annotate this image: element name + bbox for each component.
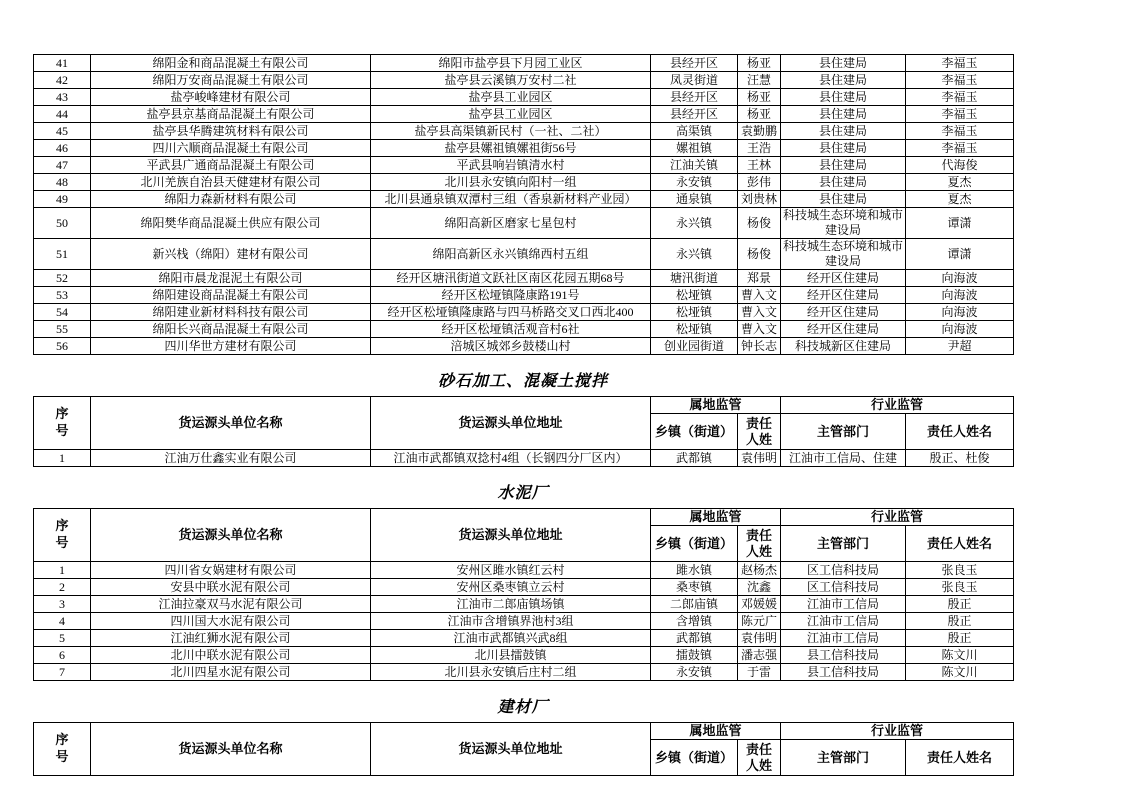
cell-address: 江油市武都镇兴武8组 (371, 630, 651, 647)
cell-township: 创业园街道 (651, 338, 738, 355)
col-header-address: 货运源头单位地址 (371, 723, 651, 776)
cell-address: 绵阳高新区磨家七星包村 (371, 208, 651, 239)
sand-gravel-table-header (34, 397, 1014, 450)
cell-seq: 6 (34, 647, 91, 664)
col-header-local-supervision: 属地监管 (651, 397, 781, 414)
cell-person: 于雷 (738, 664, 781, 681)
cell-township: 永安镇 (651, 174, 738, 191)
cell-person: 陈元广 (738, 613, 781, 630)
table-row (34, 596, 1014, 613)
cell-person: 郑景 (738, 270, 781, 287)
table-row (34, 450, 1014, 467)
cell-person2: 殷正 (906, 596, 1014, 613)
cell-address: 江油市二郎庙镇场镇 (371, 596, 651, 613)
cell-seq: 49 (34, 191, 91, 208)
cell-person: 王浩 (738, 140, 781, 157)
cell-person: 沈鑫 (738, 579, 781, 596)
cell-name: 盐亭峻峰建材有限公司 (91, 89, 371, 106)
cell-seq: 41 (34, 55, 91, 72)
cell-address: 江油市含增镇界池村3组 (371, 613, 651, 630)
concrete-continuation-table (33, 54, 1014, 355)
cell-township: 武都镇 (651, 630, 738, 647)
cell-person: 杨俊 (738, 239, 781, 270)
table-row (34, 140, 1014, 157)
cell-name: 江油拉豪双马水泥有限公司 (91, 596, 371, 613)
cell-dept: 江油市工信局、住建 (781, 450, 906, 467)
cell-person2: 代海俊 (906, 157, 1014, 174)
cell-person: 刘贵林 (738, 191, 781, 208)
cell-name: 盐亭县华腾建筑材料有限公司 (91, 123, 371, 140)
col-header-local-supervision: 属地监管 (651, 509, 781, 526)
cell-seq: 51 (34, 239, 91, 270)
cell-address: 经开区松垭镇隆康路191号 (371, 287, 651, 304)
cell-seq: 1 (34, 450, 91, 467)
col-header-industry-supervision: 行业监管 (781, 509, 1014, 526)
cell-township: 松垭镇 (651, 287, 738, 304)
cell-seq: 54 (34, 304, 91, 321)
building-material-table (33, 722, 1014, 776)
cell-dept: 县住建局 (781, 106, 906, 123)
col-header-township: 乡镇（街道） (651, 414, 738, 450)
cell-seq: 1 (34, 562, 91, 579)
concrete-table-body (34, 55, 1014, 355)
table-row (34, 664, 1014, 681)
col-header-name: 货运源头单位名称 (91, 723, 371, 776)
cell-dept: 县工信科技局 (781, 664, 906, 681)
table-row (34, 321, 1014, 338)
cell-address: 北川县擂鼓镇 (371, 647, 651, 664)
cell-seq: 46 (34, 140, 91, 157)
col-header-seq: 序号 (34, 723, 91, 776)
cell-address: 平武县响岩镇清水村 (371, 157, 651, 174)
section-title-cement: 水泥厂 (497, 485, 549, 502)
cell-township: 高渠镇 (651, 123, 738, 140)
cell-person: 钟长志 (738, 338, 781, 355)
col-header-local-supervision: 属地监管 (651, 723, 781, 740)
cell-township: 永兴镇 (651, 208, 738, 239)
cell-address: 经开区松垭镇隆康路与四马桥路交叉口西北400 (371, 304, 651, 321)
sand-gravel-table-body (34, 450, 1014, 467)
cell-address: 经开区松垭镇活观音村6社 (371, 321, 651, 338)
cell-person: 邓媛媛 (738, 596, 781, 613)
cell-person2: 李福玉 (906, 140, 1014, 157)
building-material-table-header (34, 723, 1014, 776)
cell-township: 通泉镇 (651, 191, 738, 208)
cell-person: 汪慧 (738, 72, 781, 89)
col-header-industry-supervision: 行业监管 (781, 397, 1014, 414)
cell-township: 凤灵街道 (651, 72, 738, 89)
col-header-township: 乡镇（街道） (651, 526, 738, 562)
cell-name: 四川华世方建材有限公司 (91, 338, 371, 355)
cell-seq: 7 (34, 664, 91, 681)
cell-address: 盐亭县嫘祖镇嫘祖街56号 (371, 140, 651, 157)
col-header-address: 货运源头单位地址 (371, 509, 651, 562)
col-header-seq: 序号 (34, 397, 91, 450)
cell-name: 绵阳市晨龙混泥土有限公司 (91, 270, 371, 287)
cell-address: 盐亭县高渠镇新民村（一社、二社） (371, 123, 651, 140)
cell-person2: 向海波 (906, 287, 1014, 304)
cell-address: 绵阳高新区永兴镇绵西村五组 (371, 239, 651, 270)
cell-address: 北川县永安镇向阳村一组 (371, 174, 651, 191)
cell-person2: 李福玉 (906, 89, 1014, 106)
cell-dept: 江油市工信局 (781, 596, 906, 613)
cell-township: 雎水镇 (651, 562, 738, 579)
cell-person: 杨亚 (738, 89, 781, 106)
cell-dept: 经开区住建局 (781, 270, 906, 287)
table-row (34, 106, 1014, 123)
col-header-township: 乡镇（街道） (651, 740, 738, 776)
table-row (34, 270, 1014, 287)
cell-person2: 谭潇 (906, 208, 1014, 239)
cell-dept: 县住建局 (781, 123, 906, 140)
col-header-local-person: 责任人姓 (738, 526, 781, 562)
cell-seq: 42 (34, 72, 91, 89)
cell-name: 江油红狮水泥有限公司 (91, 630, 371, 647)
col-header-industry-person: 责任人姓名 (906, 740, 1014, 776)
cell-address: 盐亭县云溪镇万安村二社 (371, 72, 651, 89)
cell-person2: 殷正 (906, 630, 1014, 647)
cell-person2: 李福玉 (906, 55, 1014, 72)
cell-township: 永安镇 (651, 664, 738, 681)
cell-seq: 50 (34, 208, 91, 239)
cell-name: 北川四星水泥有限公司 (91, 664, 371, 681)
cell-name: 平武县广通商品混凝土有限公司 (91, 157, 371, 174)
cell-name: 盐亭县京基商品混凝土有限公司 (91, 106, 371, 123)
cell-name: 绵阳建设商品混凝土有限公司 (91, 287, 371, 304)
cell-person: 杨俊 (738, 208, 781, 239)
cell-person2: 张良玉 (906, 579, 1014, 596)
cell-name: 北川羌族自治县天健建材有限公司 (91, 174, 371, 191)
cell-name: 安县中联水泥有限公司 (91, 579, 371, 596)
cell-address: 北川县通泉镇双潭村三组（香泉新材料产业园） (371, 191, 651, 208)
table-row (34, 208, 1014, 239)
cell-seq: 45 (34, 123, 91, 140)
cell-person2: 殷正 (906, 613, 1014, 630)
cell-person: 潘志强 (738, 647, 781, 664)
cell-township: 县经开区 (651, 89, 738, 106)
sand-gravel-table (33, 396, 1014, 467)
cell-seq: 55 (34, 321, 91, 338)
cell-person: 彭伟 (738, 174, 781, 191)
cell-name: 江油万仕鑫实业有限公司 (91, 450, 371, 467)
cell-dept: 县住建局 (781, 140, 906, 157)
cell-address: 盐亭县工业园区 (371, 106, 651, 123)
cell-person2: 尹超 (906, 338, 1014, 355)
cell-name: 绵阳金和商品混凝土有限公司 (91, 55, 371, 72)
cell-person: 杨亚 (738, 55, 781, 72)
col-header-seq: 序号 (34, 509, 91, 562)
col-header-address: 货运源头单位地址 (371, 397, 651, 450)
cell-name: 四川省女娲建材有限公司 (91, 562, 371, 579)
table-row (34, 287, 1014, 304)
cell-address: 涪城区城郊乡鼓楼山村 (371, 338, 651, 355)
cell-township: 松垭镇 (651, 321, 738, 338)
cell-township: 嫘祖镇 (651, 140, 738, 157)
cell-dept: 经开区住建局 (781, 304, 906, 321)
cell-person: 袁伟明 (738, 630, 781, 647)
cell-person2: 陈文川 (906, 664, 1014, 681)
cell-dept: 江油市工信局 (781, 613, 906, 630)
cell-address: 经开区塘汛街道文跃社区南区花园五期68号 (371, 270, 651, 287)
cell-name: 绵阳万安商品混凝土有限公司 (91, 72, 371, 89)
cell-dept: 科技城生态环境和城市建设局 (781, 208, 906, 239)
section-title-building-material: 建材厂 (497, 699, 549, 716)
cell-person2: 向海波 (906, 321, 1014, 338)
cell-address: 安州区桑枣镇立云村 (371, 579, 651, 596)
cell-address: 绵阳市盐亭县下月园工业区 (371, 55, 651, 72)
cell-name: 绵阳建业新材料科技有限公司 (91, 304, 371, 321)
table-row (34, 191, 1014, 208)
table-row (34, 613, 1014, 630)
cell-dept: 江油市工信局 (781, 630, 906, 647)
table-row (34, 304, 1014, 321)
cell-person2: 谭潇 (906, 239, 1014, 270)
cell-seq: 5 (34, 630, 91, 647)
cell-township: 擂鼓镇 (651, 647, 738, 664)
cell-seq: 43 (34, 89, 91, 106)
cell-seq: 48 (34, 174, 91, 191)
cell-dept: 县住建局 (781, 55, 906, 72)
table-row (34, 55, 1014, 72)
cell-seq: 56 (34, 338, 91, 355)
cell-person2: 向海波 (906, 270, 1014, 287)
cell-person2: 向海波 (906, 304, 1014, 321)
cell-seq: 3 (34, 596, 91, 613)
cement-plant-table (33, 508, 1014, 681)
cell-address: 江油市武都镇双捻村4组（长钢四分厂区内） (371, 450, 651, 467)
cell-person: 赵杨杰 (738, 562, 781, 579)
col-header-name: 货运源头单位名称 (91, 397, 371, 450)
cell-township: 二郎庙镇 (651, 596, 738, 613)
cell-dept: 科技城生态环境和城市建设局 (781, 239, 906, 270)
cell-township: 桑枣镇 (651, 579, 738, 596)
table-row (34, 630, 1014, 647)
table-row (34, 647, 1014, 664)
cell-seq: 52 (34, 270, 91, 287)
col-header-dept: 主管部门 (781, 740, 906, 776)
cell-name: 绵阳樊华商品混凝土供应有限公司 (91, 208, 371, 239)
cement-table-header (34, 509, 1014, 562)
cell-dept: 县住建局 (781, 89, 906, 106)
cell-dept: 区工信科技局 (781, 579, 906, 596)
cell-seq: 53 (34, 287, 91, 304)
col-header-local-person: 责任人姓 (738, 414, 781, 450)
cell-name: 北川中联水泥有限公司 (91, 647, 371, 664)
table-row (34, 174, 1014, 191)
cell-township: 武都镇 (651, 450, 738, 467)
table-row (34, 579, 1014, 596)
cell-address: 安州区雎水镇红云村 (371, 562, 651, 579)
table-row (34, 72, 1014, 89)
table-row (34, 157, 1014, 174)
col-header-industry-person: 责任人姓名 (906, 414, 1014, 450)
cell-dept: 县住建局 (781, 191, 906, 208)
cell-person2: 张良玉 (906, 562, 1014, 579)
col-header-dept: 主管部门 (781, 526, 906, 562)
cell-township: 县经开区 (651, 55, 738, 72)
cell-dept: 经开区住建局 (781, 287, 906, 304)
cell-person2: 李福玉 (906, 123, 1014, 140)
cell-person: 袁勤鹏 (738, 123, 781, 140)
col-header-dept: 主管部门 (781, 414, 906, 450)
cell-seq: 47 (34, 157, 91, 174)
cell-person2: 殷正、杜俊 (906, 450, 1014, 467)
cell-dept: 县住建局 (781, 157, 906, 174)
cell-person: 王林 (738, 157, 781, 174)
cell-dept: 县住建局 (781, 72, 906, 89)
cell-name: 绵阳力森新材料有限公司 (91, 191, 371, 208)
cell-seq: 2 (34, 579, 91, 596)
cell-name: 绵阳长兴商品混凝土有限公司 (91, 321, 371, 338)
cell-person2: 李福玉 (906, 106, 1014, 123)
cell-person: 曹入文 (738, 287, 781, 304)
cell-person: 袁伟明 (738, 450, 781, 467)
cell-township: 塘汛街道 (651, 270, 738, 287)
cell-person2: 夏杰 (906, 174, 1014, 191)
cell-seq: 44 (34, 106, 91, 123)
table-row (34, 123, 1014, 140)
cell-person: 杨亚 (738, 106, 781, 123)
cell-name: 四川六顺商品混凝土有限公司 (91, 140, 371, 157)
cement-table-body (34, 562, 1014, 681)
col-header-industry-supervision: 行业监管 (781, 723, 1014, 740)
table-row (34, 562, 1014, 579)
cell-person2: 夏杰 (906, 191, 1014, 208)
cell-person: 曹入文 (738, 304, 781, 321)
table-row (34, 89, 1014, 106)
cell-township: 江油关镇 (651, 157, 738, 174)
cell-person2: 陈文川 (906, 647, 1014, 664)
cell-township: 县经开区 (651, 106, 738, 123)
cell-township: 永兴镇 (651, 239, 738, 270)
cell-seq: 4 (34, 613, 91, 630)
cell-dept: 县住建局 (781, 174, 906, 191)
table-row (34, 239, 1014, 270)
cell-address: 盐亭县工业园区 (371, 89, 651, 106)
cell-dept: 经开区住建局 (781, 321, 906, 338)
cell-person2: 李福玉 (906, 72, 1014, 89)
cell-name: 四川国大水泥有限公司 (91, 613, 371, 630)
cell-address: 北川县永安镇后庄村二组 (371, 664, 651, 681)
cell-dept: 县工信科技局 (781, 647, 906, 664)
cell-township: 含增镇 (651, 613, 738, 630)
cell-name: 新兴栈（绵阳）建材有限公司 (91, 239, 371, 270)
cell-dept: 区工信科技局 (781, 562, 906, 579)
col-header-name: 货运源头单位名称 (91, 509, 371, 562)
cell-township: 松垭镇 (651, 304, 738, 321)
section-title-sand-gravel: 砂石加工、混凝土搅拌 (437, 373, 608, 390)
cell-person: 曹入文 (738, 321, 781, 338)
table-row (34, 338, 1014, 355)
col-header-industry-person: 责任人姓名 (906, 526, 1014, 562)
col-header-local-person: 责任人姓 (738, 740, 781, 776)
cell-dept: 科技城新区住建局 (781, 338, 906, 355)
